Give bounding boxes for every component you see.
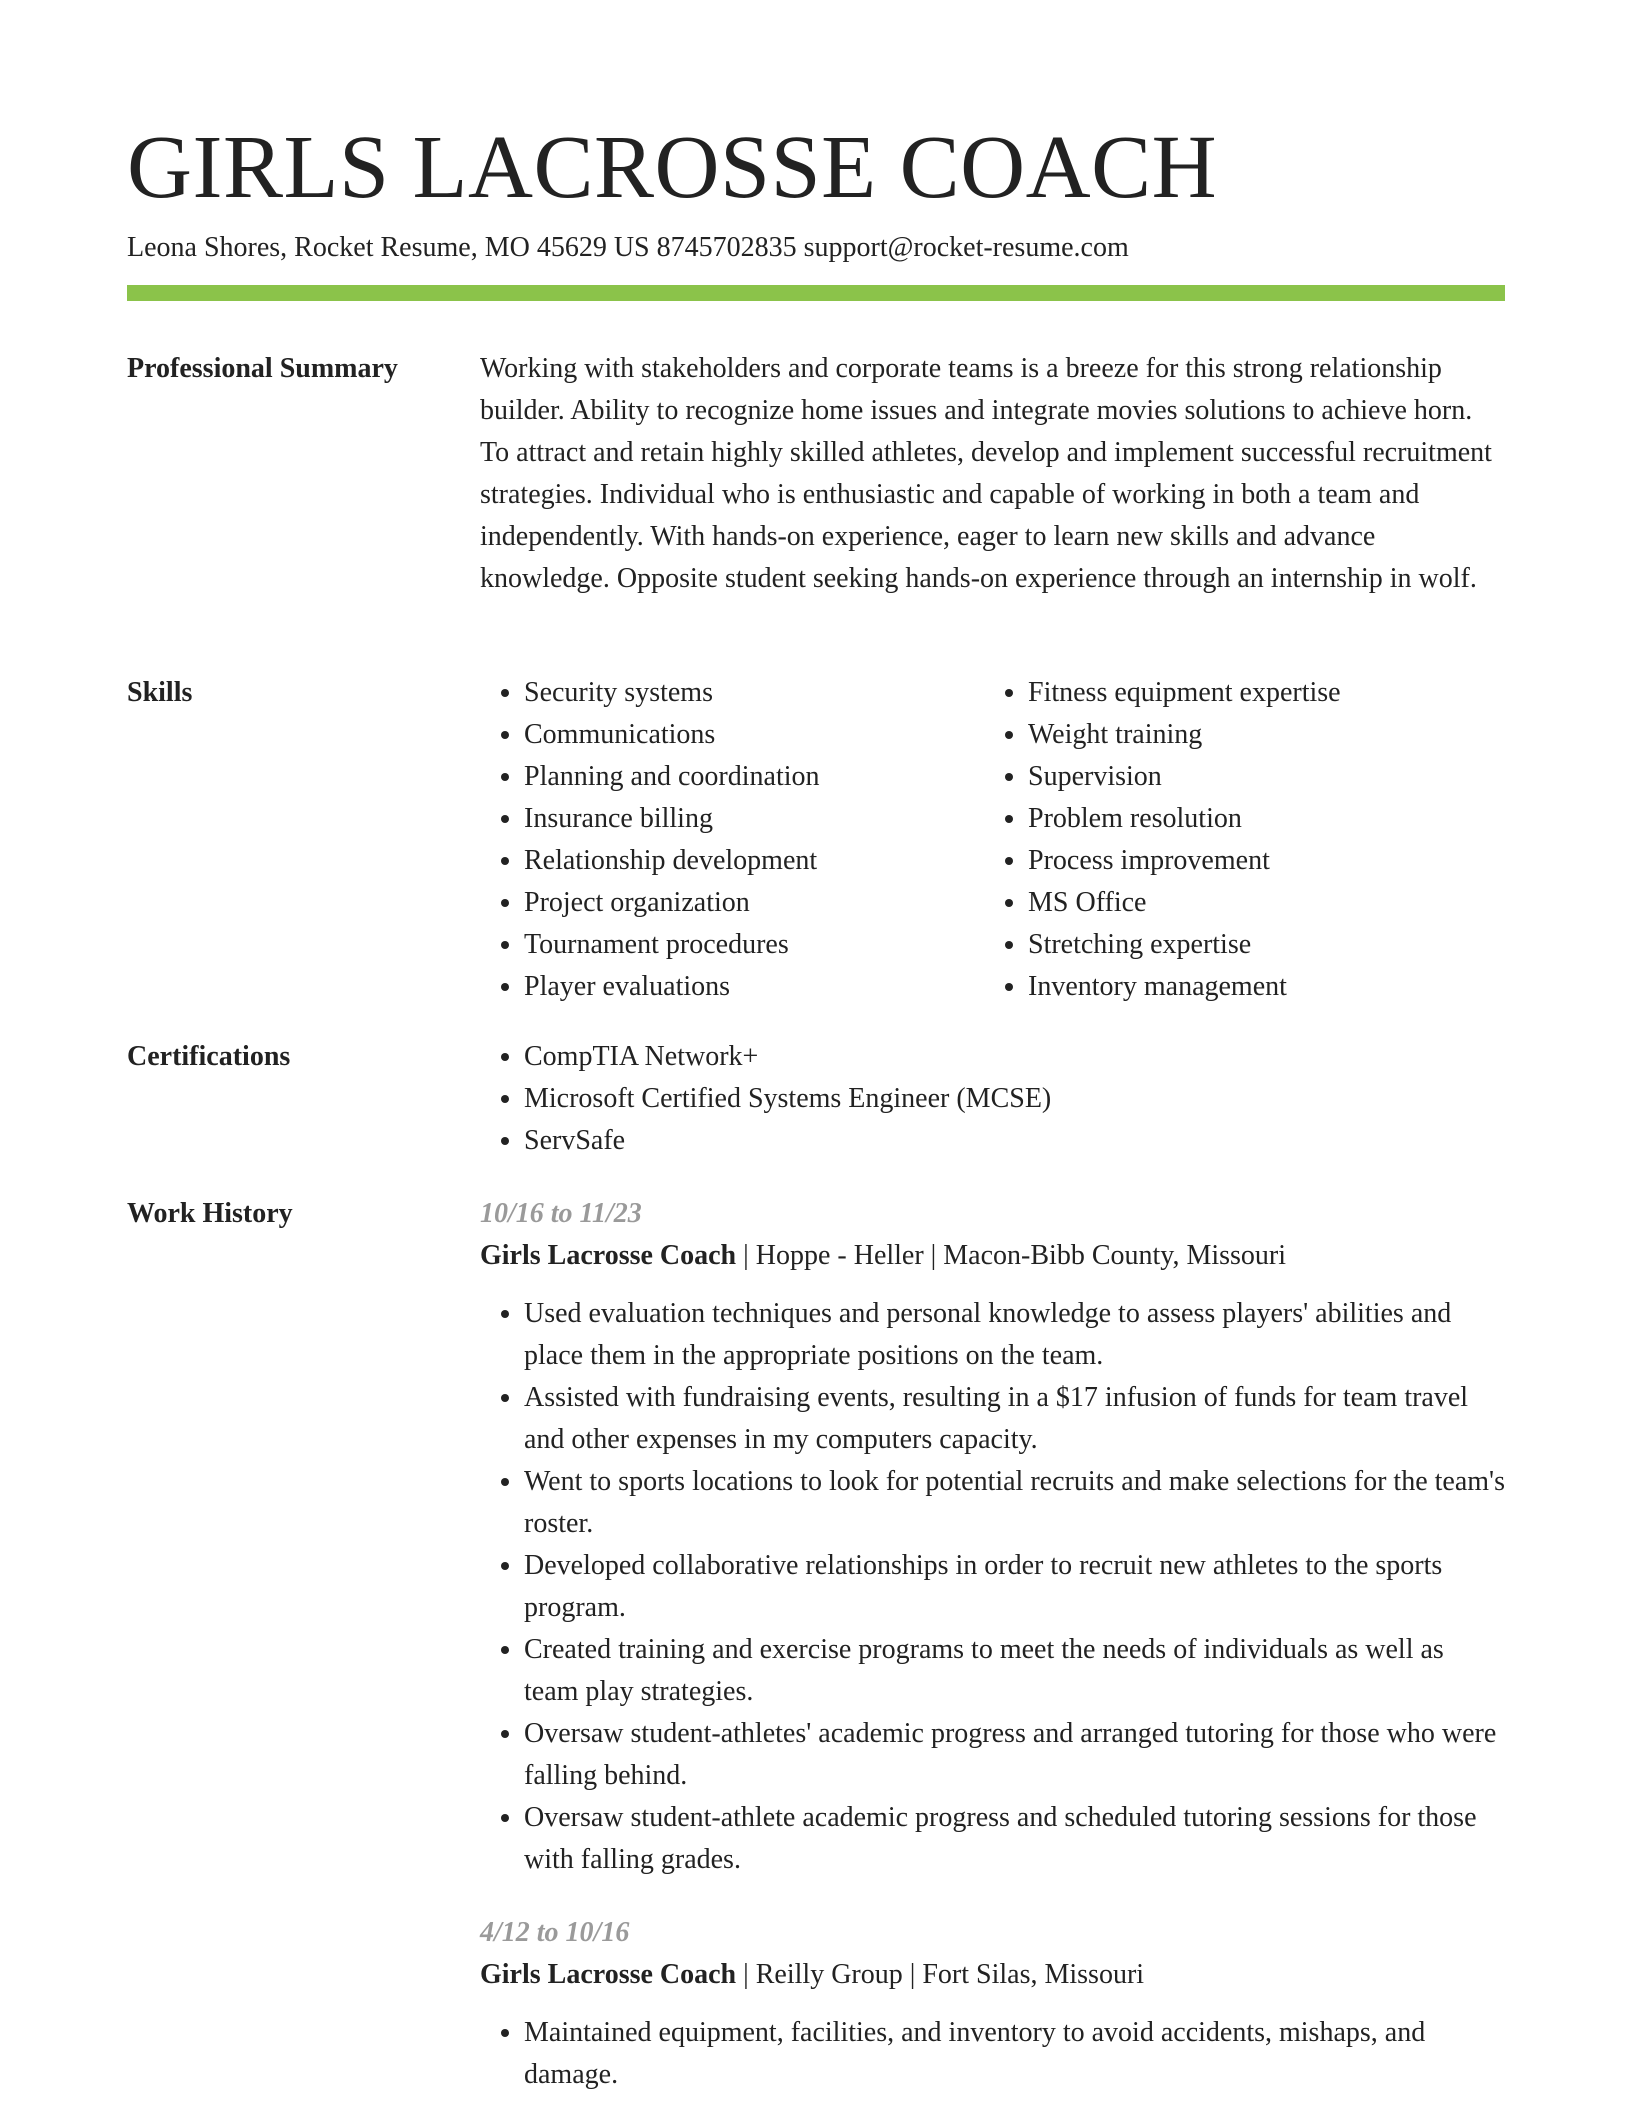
certification-item: • Microsoft Certified Systems Engineer (MCSE) — [524, 1078, 1505, 1120]
job-entry — [480, 1912, 1505, 2096]
job-bullet: • Developed collaborative relationships in order to recruit new athletes to the sports program. — [524, 1545, 1505, 1629]
skill-item: • Communications — [524, 714, 984, 756]
skill-item: • Fitness equipment expertise — [1028, 672, 1488, 714]
job-bullet: • Assisted with fundraising events, resulting in a $17 infusion of funds for team travel and other expenses in my computers capacity. — [524, 1377, 1505, 1461]
job-bullets — [480, 2012, 1505, 2096]
job-dates: 10/16 to 11/23 — [480, 1198, 642, 1229]
job-bullet: • Oversaw student-athlete academic progress and scheduled tutoring sessions for those with falling grades. — [524, 1797, 1505, 1881]
skill-item: • Tournament procedures — [524, 924, 984, 966]
skill-item: • MS Office — [1028, 882, 1488, 924]
skill-item: • Problem resolution — [1028, 798, 1488, 840]
job-bullet: • Maintained equipment, facilities, and inventory to avoid accidents, mishaps, and damage. — [524, 2012, 1505, 2096]
skill-item: • Insurance billing — [524, 798, 984, 840]
skill-item: • Supervision — [1028, 756, 1488, 798]
job-header — [480, 1954, 1505, 1996]
section-title-skills: Skills — [127, 677, 193, 708]
section-title-summary: Professional Summary — [127, 353, 398, 384]
job-bullet: • Created training and exercise programs to meet the needs of individuals as well as team play strategies. — [524, 1629, 1505, 1713]
section-title-work-history: Work History — [127, 1198, 293, 1229]
job-bullet: • Went to sports locations to look for potential recruits and make selections for the team's roster. — [524, 1461, 1505, 1545]
job-company-location: | Reilly Group | Fort Silas, Missouri — [736, 1959, 1145, 1990]
summary-text: Working with stakeholders and corporate teams is a breeze for this strong relationship builder. Ability to recognize home issues and integrate movies solutions to achieve horn. To attract and retain highly skilled athletes, develop and implement successful recruitment strategies. Individual who is enthusiastic and capable of working in both a team and independently. With hands-on experience, eager to learn new skills and advance knowledge. Opposite student seeking hands-on experience through an internship in wolf. — [480, 353, 1492, 594]
skill-item: • Project organization — [524, 882, 984, 924]
certifications-body — [480, 1036, 1505, 1162]
work-history-body — [480, 1193, 1505, 2096]
job-dates: 4/12 to 10/16 — [480, 1917, 630, 1948]
job-entry — [480, 1193, 1505, 1881]
skill-item: • Planning and coordination — [524, 756, 984, 798]
job-header — [480, 1235, 1505, 1277]
contact-line: Leona Shores, Rocket Resume, MO 45629 US 8745702835 support@rocket-resume.com — [127, 232, 1129, 263]
job-role: Girls Lacrosse Coach — [480, 1959, 737, 1990]
job-company-location: | Hoppe - Heller | Macon-Bibb County, Missouri — [736, 1240, 1287, 1271]
skill-item: • Weight training — [1028, 714, 1488, 756]
accent-divider — [127, 285, 1505, 301]
skill-item: • Security systems — [524, 672, 984, 714]
job-bullet: • Used evaluation techniques and personal knowledge to assess players' abilities and place them in the appropriate positions on the team. — [524, 1293, 1505, 1377]
job-role: Girls Lacrosse Coach — [480, 1240, 737, 1271]
certifications-list — [480, 1036, 1505, 1162]
certification-item: • CompTIA Network+ — [524, 1036, 1505, 1078]
skill-item: • Inventory management — [1028, 966, 1488, 1008]
skill-item: • Relationship development — [524, 840, 984, 882]
summary-body — [480, 348, 1505, 600]
certification-item: • ServSafe — [524, 1120, 1505, 1162]
skills-list-right — [984, 672, 1488, 1008]
skills-list-left — [480, 672, 984, 1008]
skill-item: • Stretching expertise — [1028, 924, 1488, 966]
job-bullets — [480, 1293, 1505, 1881]
section-title-certifications: Certifications — [127, 1041, 291, 1072]
skill-item: • Player evaluations — [524, 966, 984, 1008]
resume-title: GIRLS LACROSSE COACH — [127, 118, 1218, 217]
skills-body — [480, 672, 1505, 1008]
skill-item: • Process improvement — [1028, 840, 1488, 882]
job-bullet: • Oversaw student-athletes' academic progress and arranged tutoring for those who were falling behind. — [524, 1713, 1505, 1797]
